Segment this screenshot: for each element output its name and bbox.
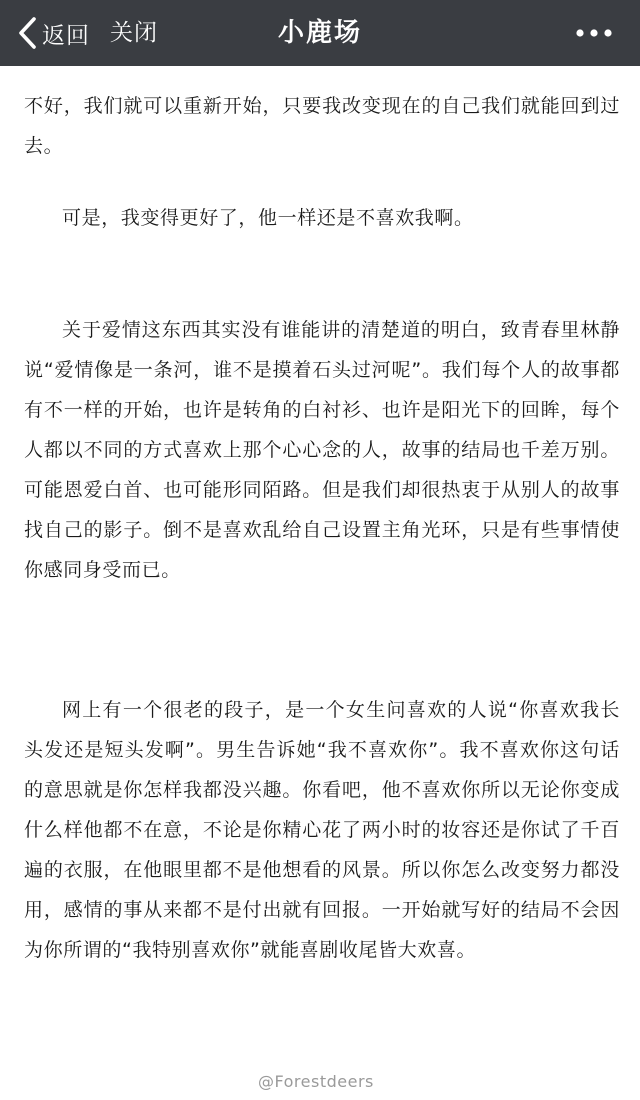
- article-content: [0, 66, 640, 1100]
- back-button[interactable]: [16, 13, 90, 53]
- close-button[interactable]: 关闭: [110, 20, 158, 46]
- more-dots-icon: [574, 22, 614, 44]
- paragraph-4: 网上有一个很老的段子，是一个女生问喜欢的人说“你喜欢我长头发还是短头发啊”。男生告诉她“我不喜欢你”。我不喜欢你这句话的意思就是你怎样我都没兴趣。你看吧，他不喜欢你所以无论你变成什么样他都不在意，不论是你精心花了两小时的妆容还是你试了千百遍的衣服，在他眼里都不是他想看的风景。所以你怎么改变努力都没用，感情的事从来都不是付出就有回报。一开始就写好的结局不会因为你所谓的“我特别喜欢你”就能喜剧收尾皆大欢喜。: [24, 699, 620, 961]
- paragraph-1: 不好，我们就可以重新开始，只要我改变现在的自己我们就能回到过去。: [24, 95, 620, 157]
- paragraph-3: 关于爱情这东西其实没有谁能讲的清楚道的明白，致青春里林静说“爱情像是一条河，谁不是摸着石头过河呢”。我们每个人的故事都有不一样的开始，也许是转角的白衬衫、也许是阳光下的回眸，每个人都以不同的方式喜欢上那个心心念的人，故事的结局也千差万别。可能恩爱白首、也可能形同陌路。但是我们却很热衷于从别人的故事找自己的影子。倒不是喜欢乱给自己设置主角光环，只是有些事情使你感同身受而已。: [24, 319, 620, 581]
- more-button[interactable]: [574, 22, 614, 44]
- back-label: 返回: [42, 22, 90, 49]
- watermark: @Forestdeers: [258, 1072, 374, 1091]
- page-title: 小鹿场: [277, 18, 362, 48]
- paragraph-2: 可是，我变得更好了，他一样还是不喜欢我啊。: [62, 207, 474, 229]
- navbar: [0, 0, 640, 66]
- chevron-left-icon: [16, 16, 38, 50]
